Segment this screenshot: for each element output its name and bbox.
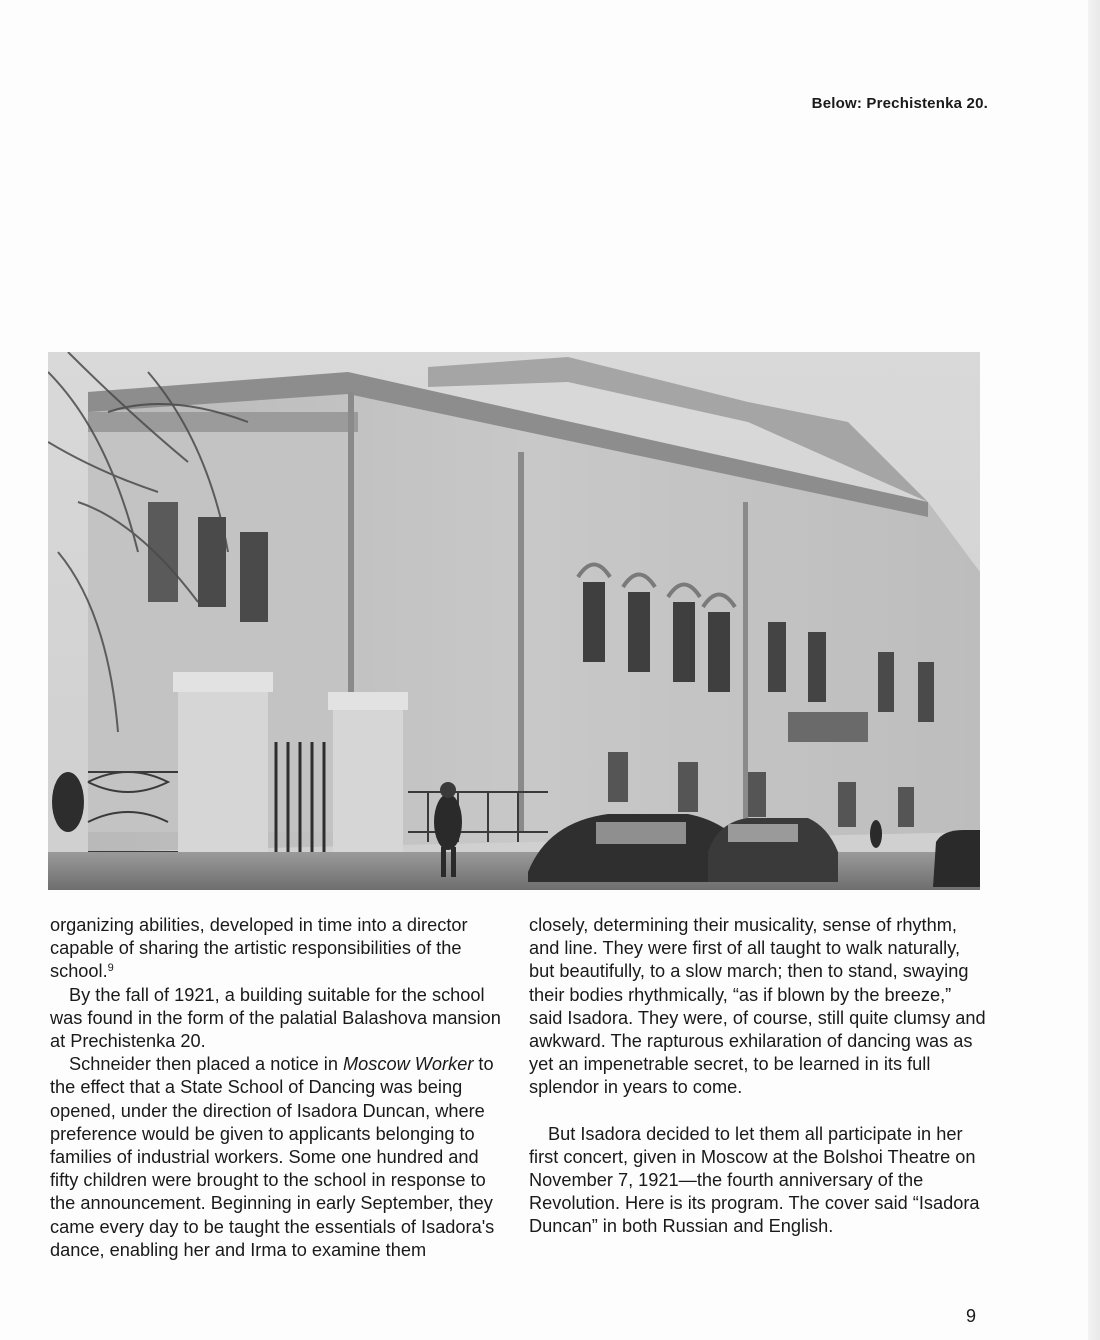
- mansion-photo: [48, 352, 980, 890]
- right-text-column: [529, 914, 989, 1239]
- left-paragraph-1: [50, 914, 505, 984]
- left-paragraph-3-before: Schneider then placed a notice in: [69, 1054, 344, 1075]
- publication-title: Moscow Worker: [343, 1054, 474, 1075]
- right-paragraph-2: But Isadora decided to let them all participate in her first concert, given in Moscow at the Bolshoi Theatre on November 7, 1921—the fourth anniversary of the Revolution. Here is its program. The cover said “Isadora Duncan” in both Russian and English.: [529, 1123, 980, 1237]
- right-paragraph-1: closely, determining their musicality, sense of rhythm, and line. They were first of all taught to walk naturally, but beautifully, to a slow march; then to stand, swaying their bodies rhythmically, “as if blown by the breeze,” said Isadora. They were, of course, still quite clumsy and awkward. The rapturous exhilaration of dancing was as yet an impenetrable secret, to be learned in its full splendor in years to come.: [529, 915, 986, 1098]
- mansion-photo-image: [48, 352, 980, 890]
- left-text-column: [50, 914, 505, 1262]
- page-edge-shadow: [1088, 0, 1100, 1340]
- photo-caption: Below: Prechistenka 20.: [811, 95, 988, 112]
- left-paragraph-2: By the fall of 1921, a building suitable for the school was found in the form of the palatial Balashova mansion at Prechistenka 20.: [50, 984, 501, 1052]
- page-number: 9: [966, 1306, 977, 1326]
- left-paragraph-3: [50, 1053, 505, 1262]
- footnote-marker: 9: [107, 962, 114, 975]
- left-paragraph-3-after: to the effect that a State School of Dancing was being opened, under the direction of Isadora Duncan, where preference would be given to applicants belonging to families of industrial workers. Some one hundred and fifty children were brought to the school in response to the announcement. Beginning in early September, they came every day to be taught the essentials of Isadora's dance, enabling her and Irma to examine them: [50, 1054, 495, 1260]
- left-paragraph-1-text: organizing abilities, developed in time into a director capable of sharing the artistic responsibilities of the school.: [50, 915, 468, 982]
